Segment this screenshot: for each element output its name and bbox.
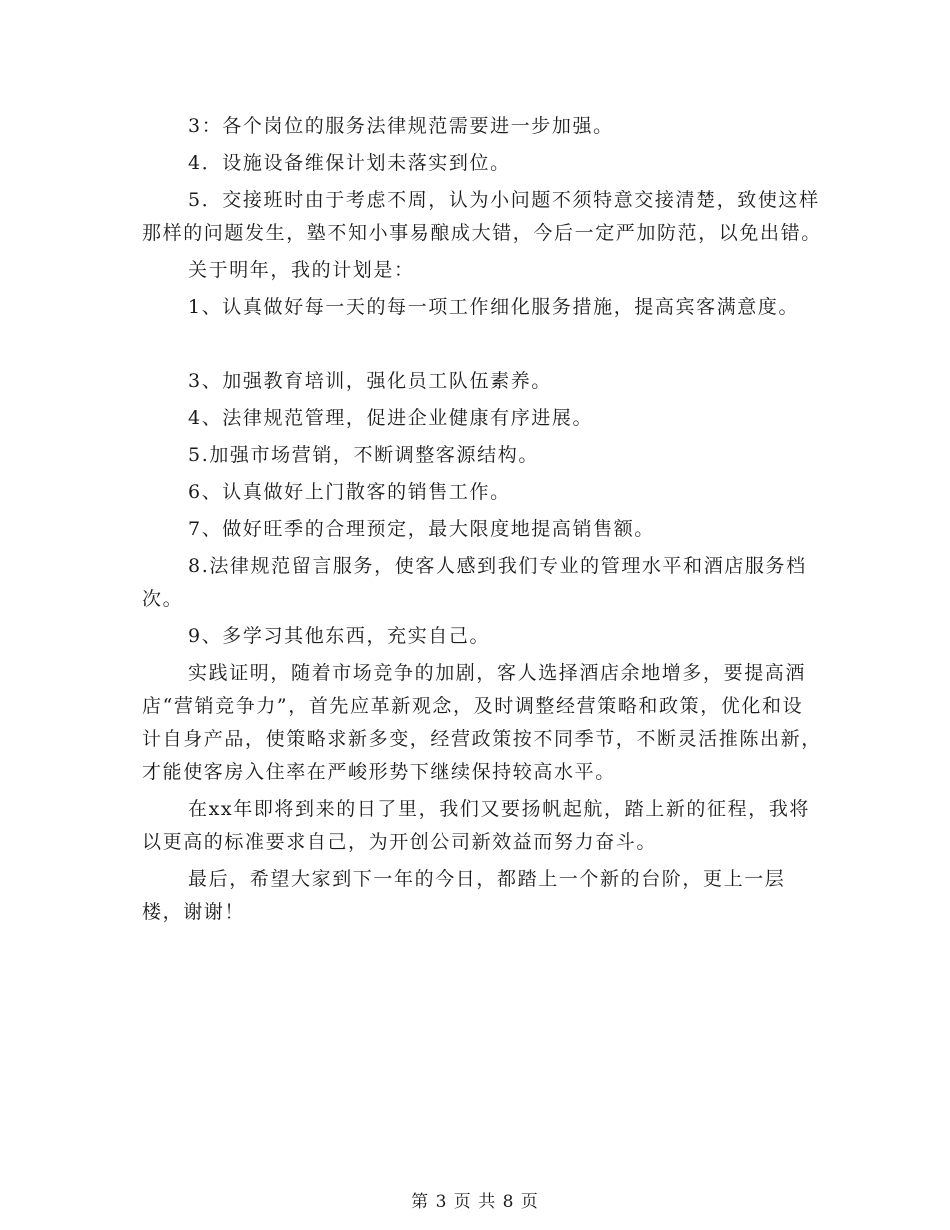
paragraph-practice: 实践证明，随着市场竞争的加剧，客人选择酒店余地增多，要提高酒店“营销竞争力”，首先应革新观念，及时调整经营策略和政策，优化和设计自身产品，使策略求新多变，经营政策按不同季节，不断灵活推陈出新，才能使客房入住率在严峻形势下继续保持较高水平。	[142, 662, 822, 783]
page-number-footer: 第 3 页 共 8 页	[411, 1192, 539, 1212]
paragraph-plan-intro: 关于明年，我的计划是：	[188, 259, 415, 281]
paragraph-item-4: 4．设施设备维保计划未落实到位。	[188, 152, 511, 174]
paragraph-plan-9: 9、多学习其他东西，充实自己。	[188, 625, 491, 647]
paragraph-plan-7: 7、做好旺季的合理预定，最大限度地提高销售额。	[188, 518, 655, 540]
paragraph-plan-8: 8.法律规范留言服务，使客人感到我们专业的管理水平和酒店服务档次。	[142, 555, 807, 610]
paragraph-plan-6: 6、认真做好上门散客的销售工作。	[188, 481, 511, 503]
paragraph-item-3: 3：各个岗位的服务法律规范需要进一步加强。	[188, 115, 614, 137]
paragraph-plan-1: 1、认真做好每一天的每一项工作细化服务措施，提高宾客满意度。	[188, 296, 800, 318]
paragraph-plan-5: 5.加强市场营销，不断调整客源结构。	[188, 444, 539, 466]
paragraph-plan-3: 3、加强教育培训，强化员工队伍素养。	[188, 370, 552, 392]
blank-line	[142, 328, 822, 365]
paragraph-new-year: 在xx年即将到来的日了里，我们又要扬帆起航，踏上新的征程，我将以更高的标准要求自己，为开创公司新效益而努力奋斗。	[142, 798, 811, 853]
paragraph-item-5: 5．交接班时由于考虑不周，认为小问题不须特意交接清楚，致使这样那样的问题发生，塾不知小事易酿成大错，今后一定严加防范，以免出错。	[142, 189, 822, 244]
paragraph-plan-4: 4、法律规范管理，促进企业健康有序进展。	[188, 407, 594, 429]
document-body	[142, 110, 822, 933]
paragraph-closing: 最后，希望大家到下一年的今日，都踏上一个新的台阶，更上一层楼，谢谢！	[142, 868, 786, 923]
